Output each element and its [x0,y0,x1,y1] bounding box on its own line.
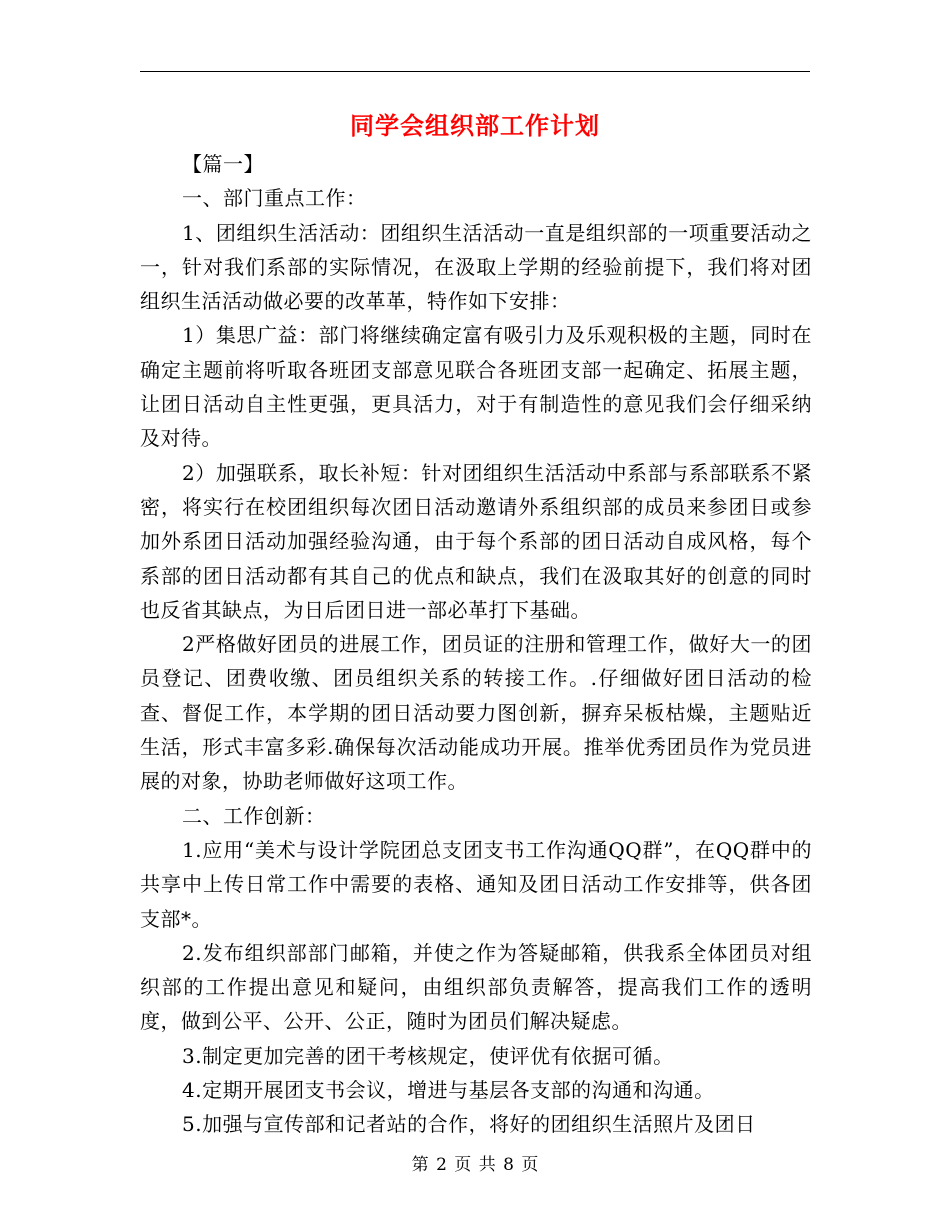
paragraph-mailbox: 2.发布组织部部门邮箱，并使之作为答疑邮箱，供我系全体团员对组织部的工作提出意见和疑问，由组织部负责解答，提高我们工作的透明度，做到公平、公开、公正，随时为团员们解决疑虑。 [140,940,812,1034]
page-number-footer: 第 2 页 共 8 页 [411,1155,539,1175]
paragraph-member-development: 2严格做好团员的进展工作，团员证的注册和管理工作，做好大一的团员登记、团费收缴、团员组织关系的转接工作。.仔细做好团日活动的检查、督促工作，本学期的团日活动要力图创新，摒弃呆板枯燥，主题贴近生活，形式丰富多彩.确保每次活动能成功开展。推举优秀团员作为党员进展的对象，协助老师做好这项工作。 [140,632,812,794]
paragraph-group-life: 1、团组织生活活动：团组织生活活动一直是组织部的一项重要活动之一，针对我们系部的实际情况，在汲取上学期的经验前提下，我们将对团组织生活活动做必要的改革革，特作如下安排： [140,220,812,314]
document-title: 同学会组织部工作计划 [350,111,600,140]
heading-key-work: 一、部门重点工作： [182,186,367,211]
section-label: 【篇一】 [182,152,264,176]
paragraph-brainstorm: 1）集思广益：部门将继续确定富有吸引力及乐观积极的主题，同时在确定主题前将听取各班团支部意见联合各班团支部一起确定、拓展主题，让团日活动自主性更强，更具活力，对于有制造性的意见我们会仔细采纳及对待。 [140,323,812,451]
paragraph-assessment: 3.制定更加完善的团干考核规定，使评优有依据可循。 [182,1043,674,1068]
document-body [140,147,812,1142]
paragraph-strengthen-contact: 2）加强联系，取长补短：针对团组织生活活动中系部与系部联系不紧密，将实行在校团组织每次团日活动邀请外系组织部的成员来参团日或参加外系团日活动加强经验沟通，由于每个系部的团日活动自成风格，每个系部的团日活动都有其自己的优点和缺点，我们在汲取其好的创意的同时也反省其缺点，为日后团日进一部必革打下基础。 [140,460,812,622]
paragraph-qq-group: 1.应用“美术与设计学院团总支团支书工作沟通QQ群”，在QQ群中的共享中上传日常工作中需要的表格、通知及团日活动工作安排等，供各团支部*。 [140,837,812,931]
paragraph-meetings: 4.定期开展团支书会议，增进与基层各支部的沟通和沟通。 [182,1078,715,1103]
paragraph-cooperation: 5.加强与宣传部和记者站的合作，将好的团组织生活照片及团日 [182,1112,756,1137]
heading-work-innovation: 二、工作创新： [182,803,326,828]
header-rule [140,71,810,72]
